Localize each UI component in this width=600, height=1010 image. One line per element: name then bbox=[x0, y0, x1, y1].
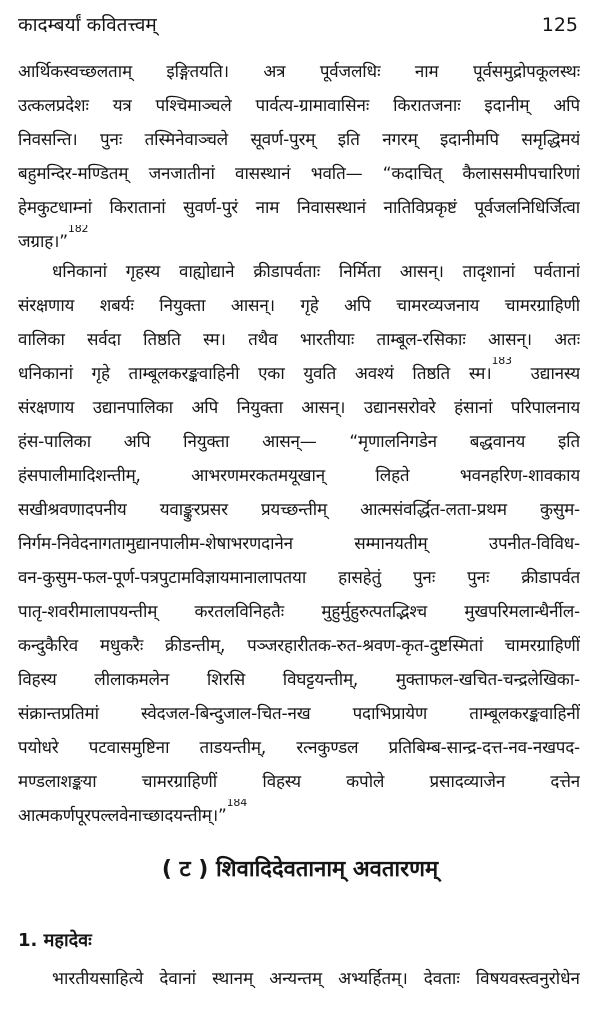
text-line: भारतीयसाहित्ये देवानां स्थानम् अन्यन्तम् अभ्यर्हितम्। देवताः विषयवस्त्वनुरोधेन bbox=[52, 969, 580, 989]
footnote-marker: 184 bbox=[226, 799, 248, 809]
text-line: सखीश्रवणादपनीय यवाङ्कुरप्रसर प्रयच्छन्तीम् आत्मसंवर्द्धित-लता-प्रथम कुसुम- bbox=[18, 500, 580, 520]
text-line: उत्कलप्रदेशः यत्र पश्चिमाञ्चले पार्वत्य-ग्रामावासिनः किरातजनाः इदानीम् अपि bbox=[18, 96, 580, 116]
text-line-last bbox=[18, 799, 580, 833]
text-line: धनिकानां गृहस्य वाह्योद्याने क्रीडापर्वताः निर्मिता आसन्। तादृशानां पर्वतानां bbox=[52, 262, 580, 282]
text-fragment: आत्मकर्णपूरपल्लवेनाच्छादयन्तीम्।” bbox=[18, 806, 227, 826]
sub-heading: 1. महादेवः bbox=[18, 930, 92, 951]
paragraph-3 bbox=[18, 962, 580, 996]
footnote-marker: 182 bbox=[67, 225, 89, 235]
text-line-last bbox=[18, 225, 580, 259]
text-line: निवसन्ति। पुनः तस्मिनेवाञ्चले सूवर्ण-पुरम् इति नगरम् इदानीमपि समृद्धिमयं bbox=[18, 130, 580, 150]
text-line: विहस्य लीलाकमलेन शिरसि विघट्टयन्तीम्, मुक्ताफल-खचित-चन्द्रलेखिका- bbox=[18, 670, 580, 690]
running-title: कादम्बर्यां कवितत्त्वम् bbox=[18, 14, 157, 36]
text-fragment: जग्राह।” bbox=[18, 232, 68, 252]
text-line: आर्थिकस्वच्छलताम् इङ्गितयति। अत्र पूर्वजलधिः नाम पूर्वसमुद्रोपकूलस्थः bbox=[18, 62, 580, 82]
text-line: निर्गम-निवेदनागतामुद्यानपालीम-शेषाभरणदानेन सम्मानयतीम् उपनीत-विविध- bbox=[18, 534, 580, 554]
text-line: संरक्षणाय उद्यानपालिका अपि नियुक्ता आसन्। उद्यानसरोवरे हंसानां परिपालनाय bbox=[18, 398, 580, 418]
text-line: वन-कुसुम-फल-पूर्ण-पत्रपुटामविज्ञायमानालापतया हासहेतुं पुनः पुनः क्रीडापर्वत bbox=[18, 568, 580, 588]
page-header bbox=[18, 10, 578, 40]
text-fragment: धनिकानां गृहे ताम्बूलकरङ्कवाहिनी एका युवति अवश्यं तिष्ठति स्म। bbox=[18, 364, 492, 384]
text-line: वालिका सर्वदा तिष्ठति स्म। तथैव भारतीयाः ताम्बूल-रसिकाः आसन्। अतः bbox=[18, 330, 580, 350]
text-line bbox=[18, 357, 580, 391]
text-line: पयोधरे पटवासमुष्टिना ताडयन्तीम्, रत्नकुण्डल प्रतिबिम्ब-सान्द्र-दत्त-नव-नखपद- bbox=[18, 738, 580, 758]
section-heading: ( ट ) शिवादिदेवतानाम् अवतारणम् bbox=[161, 857, 439, 882]
text-line: बहुमन्दिर-मण्डितम् जनजातीनां वासस्थानं भवति— “कदाचित् कैलाससमीपचारिणां bbox=[18, 164, 580, 184]
text-line: संरक्षणाय शबर्यः नियुक्ता आसन्। गृहे अपि चामरव्यजनाय चामरग्राहिणी bbox=[18, 296, 580, 316]
text-line: हेमकुटधाम्नां किरातानां सुवर्ण-पुरं नाम निवासस्थानं नातिविप्रकृष्टं पूर्वजलनिधिर्जित्वा bbox=[18, 198, 580, 218]
text-line: हंस-पालिका अपि नियुक्ता आसन्— “मृणालनिगडेन बद्धवानय इति bbox=[18, 432, 580, 452]
footnote-marker: 183 bbox=[491, 357, 512, 367]
page-number: 125 bbox=[541, 14, 578, 36]
text-line: कन्दुकैरिव मधुकरैः क्रीडन्तीम्, पञ्जरहारीतक-रुत-श्रवण-कृत-दुष्टस्मितां चामरग्राहिणीं bbox=[18, 636, 580, 656]
paragraph-2 bbox=[18, 255, 580, 833]
paragraph-1 bbox=[18, 55, 580, 259]
text-line: पातृ-शवरीमालापयन्तीम् करतलविनिहतैः मुहुर्मुहुरुत्पतद्भिश्च मुखपरिमलान्धैर्नील- bbox=[18, 602, 580, 622]
text-fragment: उद्यानस्य bbox=[530, 364, 580, 384]
text-line: हंसपालीमादिशन्तीम्, आभरणमरकतमयूखान् लिहते भवनहरिण-शावकाय bbox=[18, 466, 580, 486]
text-line: मण्डलाशङ्कया चामरग्राहिणीं विहस्य कपोले प्रसादव्याजेन दत्तेन bbox=[18, 772, 580, 792]
text-line: संक्रान्तप्रतिमां स्वेदजल-बिन्दुजाल-चित-नख पदाभिप्रायेण ताम्बूलकरङ्कवाहिनीं bbox=[18, 704, 580, 724]
